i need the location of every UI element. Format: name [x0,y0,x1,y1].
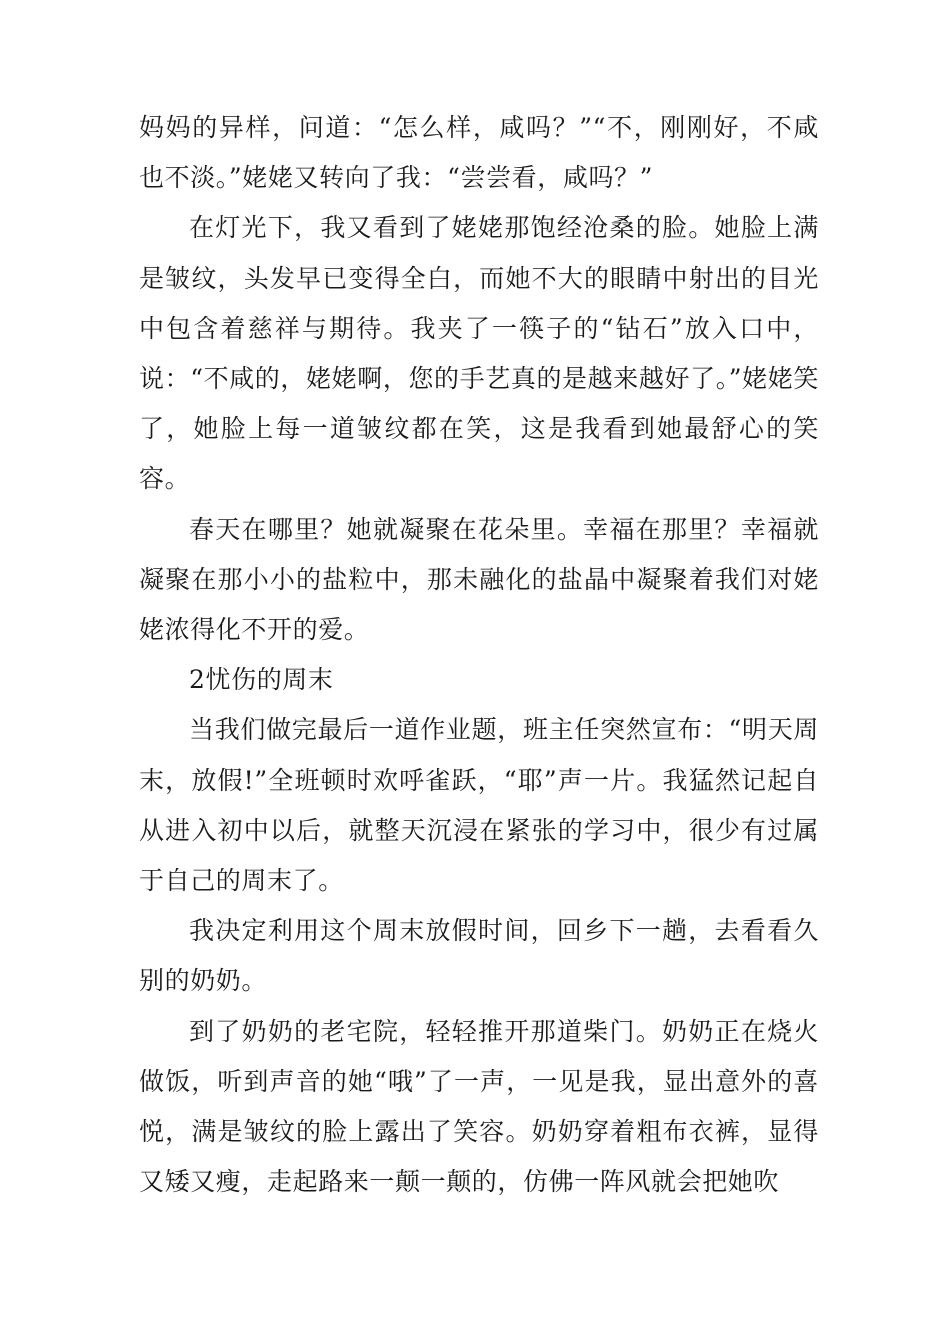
paragraph-5: 我决定利用这个周末放假时间，回乡下一趟，去看看久别的奶奶。 [139,916,819,996]
paragraph-4: 当我们做完最后一道作业题，班主任突然宣布：“明天周末，放假!”全班顿时欢呼雀跃，“耶”声一片。我猛然记起自从进入初中以后，就整天沉浸在紧张的学习中，很少有过属于自己的周末了。 [139,715,819,896]
document-body [139,103,819,1207]
paragraph-1: 妈妈的异样，问道：“怎么样，咸吗？”“不，刚刚好，不咸也不淡。”姥姥又转向了我：“尝尝看，咸吗？” [139,113,819,193]
paragraph-6: 到了奶奶的老宅院，轻轻推开那道柴门。奶奶正在烧火做饭，听到声音的她“哦”了一声，一见是我，显出意外的喜悦，满是皱纹的脸上露出了笑容。奶奶穿着粗布衣裤，显得又矮又瘦，走起路来一颠一颠的，仿佛一阵风就会把她吹 [139,1016,819,1197]
section-heading: 2忧伤的周末 [189,665,334,695]
paragraph-2: 在灯光下，我又看到了姥姥那饱经沧桑的脸。她脸上满是皱纹，头发早已变得全白，而她不大的眼睛中射出的目光中包含着慈祥与期待。我夹了一筷子的“钻石”放入口中，说：“不咸的，姥姥啊，您的手艺真的是越来越好了。”姥姥笑了，她脸上每一道皱纹都在笑，这是我看到她最舒心的笑容。 [139,213,819,494]
paragraph-3: 春天在哪里？她就凝聚在花朵里。幸福在那里？幸福就凝聚在那小小的盐粒中，那未融化的盐晶中凝聚着我们对姥姥浓得化不开的爱。 [139,514,819,645]
